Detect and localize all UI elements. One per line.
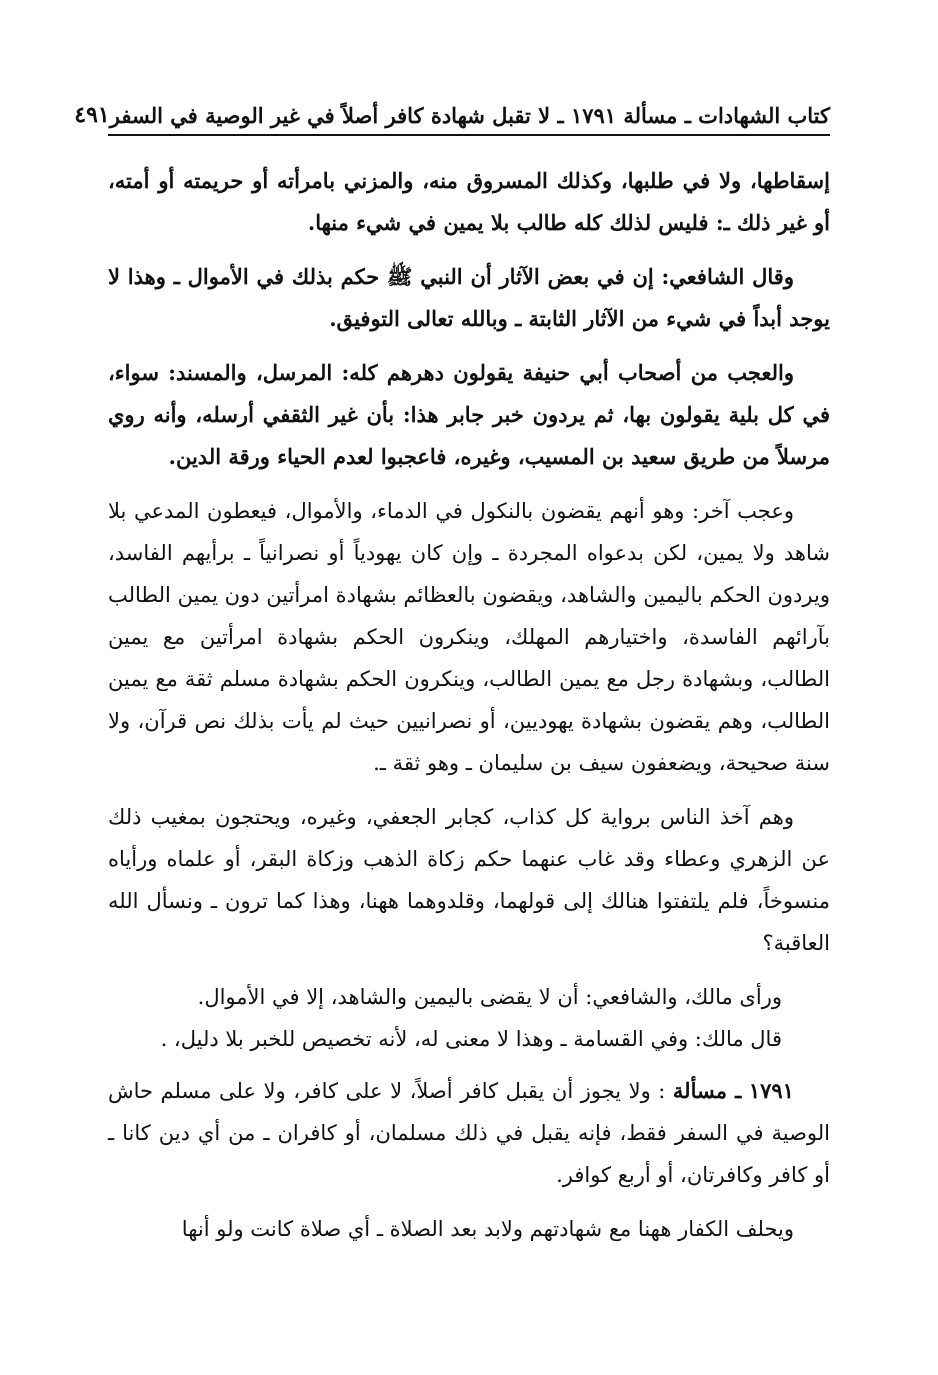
paragraph-oath-after-prayer: ويحلف الكفار ههنا مع شهادتهم ولابد بعد الصلاة ـ أي صلاة كانت ولو أنها bbox=[181, 1217, 794, 1241]
paragraph-malik-shafii-view: ورأى مالك، والشافعي: أن لا يقضى باليمين والشاهد، إلا في الأموال. bbox=[197, 985, 782, 1009]
issue-text: : ولا يجوز أن يقبل كافر أصلاً، لا على كافر، ولا على مسلم حاش الوصية في السفر فقط، فإنه يقبل في ذلك مسلمان، أو كافران ـ من أي دين كانا ـ أو كافر وكافرتان، أو أربع كوافر. bbox=[108, 1079, 830, 1187]
paragraph-shafii-claim: وقال الشافعي: إن في بعض الآثار أن النبي ﷺ حكم بذلك في الأموال ـ وهذا لا يوجد أبداً في شيء من الآثار الثابتة ـ وبالله تعالى التوفيق. bbox=[108, 264, 830, 331]
paragraph-liars-narration: وهم آخذ الناس برواية كل كذاب، كجابر الجعفي، وغيره، ويحتجون بمغيب ذلك عن الزهري وعطاء وقد غاب عنهما حكم زكاة الذهب وزكاة البقر، أو علماه ورأياه منسوخاً، فلم يلتفتوا هنالك إلى قولهما، وقلدوهما ههنا، وهذا كما ترون ـ ونسأل الله العاقبة؟ bbox=[108, 805, 830, 955]
paragraph-malik-qasama: قال مالك: وفي القسامة ـ وهذا لا معنى له، لأنه تخصيص للخبر بلا دليل، . bbox=[160, 1027, 782, 1051]
running-title: كتاب الشهادات ـ مسألة ١٧٩١ ـ لا تقبل شهادة كافر أصلاً في غير الوصية في السفر bbox=[109, 103, 830, 128]
page-header bbox=[74, 92, 830, 136]
paragraph-another-wonder: وعجب آخر: وهو أنهم يقضون بالنكول في الدماء، والأموال، فيعطون المدعي بلا شاهد ولا يمين، لكن بدعواه المجردة ـ وإن كان يهودياً أو نصرانياً ـ برأيهم الفاسد، ويردون الحكم باليمين والشاهد، ويقضون بالعظائم بشهادة امرأتين دون يمين الطالب بآرائهم الفاسدة، واختيارهم المهلك، وينكرون الحكم بشهادة امرأتين مع يمين الطالب، وبشهادة رجل مع يمين الطالب، وينكرون الحكم بشهادة مسلم ثقة مع يمين الطالب، وهم يقضون بشهادة يهوديين، أو نصرانيين حيث لم يأت بذلك نص قرآن، ولا سنة صحيحة، ويضعفون سيف بن سليمان ـ وهو ثقة ـ. bbox=[108, 499, 830, 775]
paragraph-abu-hanifa-companions: والعجب من أصحاب أبي حنيفة يقولون دهرهم كله: المرسل، والمسند: سواء، في كل بلية يقولون بها، ثم يردون خبر جابر هذا: بأن غير الثقفي أرسله، وأنه روي مرسلاً من طريق سعيد بن المسيب، وغيره، فاعجبوا لعدم الحياء ورقة الدين. bbox=[108, 360, 830, 469]
issue-1791 bbox=[108, 1070, 830, 1196]
body-text bbox=[108, 160, 830, 1262]
paragraph-continuation: إسقاطها، ولا في طلبها، وكذلك المسروق منه، والمزني بامرأته أو حريمته أو أمته، أو غير ذلك ـ: فليس لذلك كله طالب بلا يمين في شيء منها. bbox=[108, 168, 830, 235]
page-number: ٤٩١ bbox=[74, 102, 110, 128]
issue-label: ـ مسألة bbox=[672, 1078, 742, 1103]
issue-number: ١٧٩١ bbox=[748, 1078, 794, 1103]
